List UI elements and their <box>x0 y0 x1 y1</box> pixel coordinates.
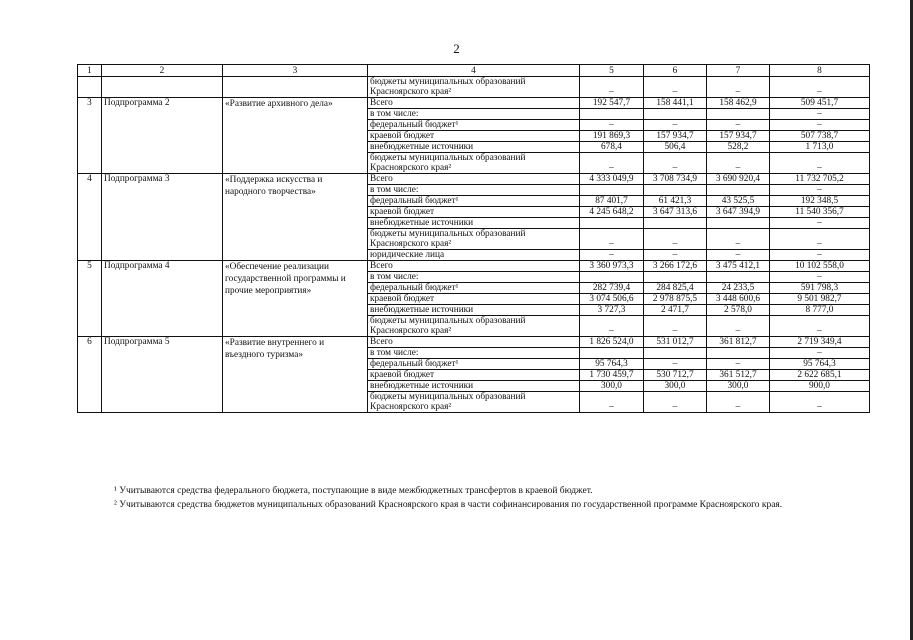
value-cell: – <box>644 250 707 261</box>
value-cell: – <box>580 153 644 174</box>
page-number: 2 <box>453 41 460 56</box>
value-cell: 3 266 172,6 <box>644 261 707 272</box>
value-cell: – <box>644 229 707 250</box>
value-cell: – <box>770 109 870 120</box>
value-cell: – <box>580 316 644 337</box>
value-cell: 2 978 875,5 <box>644 294 707 305</box>
value-cell: – <box>770 348 870 359</box>
value-cell: 361 812,7 <box>707 337 770 348</box>
program-name-cell: Подпрограмма 3 <box>102 174 223 261</box>
column-number-header: 3 <box>223 65 368 77</box>
program-title-cell: «Обеспечение реализации государственной программы и прочие мероприятия» <box>223 261 368 337</box>
value-cell: 3 647 394,9 <box>707 207 770 218</box>
table-header-row <box>78 65 870 77</box>
source-label-cell: внебюджетные источники <box>368 142 580 153</box>
source-label-cell: краевой бюджет <box>368 294 580 305</box>
footnote-1: ¹ Учитываются средства федерального бюджета, поступающие в виде межбюджетных трансфертов в краевой бюджет. <box>114 486 593 496</box>
value-cell: 43 525,5 <box>707 196 770 207</box>
value-cell: – <box>707 392 770 413</box>
value-cell: 3 475 412,1 <box>707 261 770 272</box>
value-cell: 3 074 506,6 <box>580 294 644 305</box>
row-number-cell <box>78 77 102 98</box>
value-cell <box>707 185 770 196</box>
value-cell: – <box>644 120 707 131</box>
value-cell: 528,2 <box>707 142 770 153</box>
program-name-cell: Подпрограмма 2 <box>102 98 223 174</box>
value-cell: 158 462,9 <box>707 98 770 109</box>
value-cell: 509 451,7 <box>770 98 870 109</box>
source-label-cell: бюджеты муниципальных образований Красноярского края² <box>368 316 580 337</box>
source-label-cell: федеральный бюджет¹ <box>368 120 580 131</box>
source-label-cell: Всего <box>368 174 580 185</box>
source-label-cell: в том числе: <box>368 272 580 283</box>
value-cell: 507 738,7 <box>770 131 870 142</box>
value-cell: 191 869,3 <box>580 131 644 142</box>
value-cell: 2 578,0 <box>707 305 770 316</box>
value-cell <box>580 348 644 359</box>
source-label-cell: бюджеты муниципальных образований Красноярского края² <box>368 153 580 174</box>
value-cell: 678,4 <box>580 142 644 153</box>
value-cell: 158 441,1 <box>644 98 707 109</box>
value-cell: – <box>770 77 870 98</box>
program-title-cell: «Развитие архивного дела» <box>223 98 368 174</box>
table-row <box>78 98 870 109</box>
table-row <box>78 261 870 272</box>
source-label-cell: Всего <box>368 261 580 272</box>
value-cell: – <box>707 120 770 131</box>
program-title-cell: «Развитие внутреннего и въездного туризма» <box>223 337 368 413</box>
column-number-header: 4 <box>368 65 580 77</box>
value-cell: 506,4 <box>644 142 707 153</box>
value-cell: – <box>644 153 707 174</box>
row-number-cell: 4 <box>78 174 102 261</box>
value-cell: – <box>770 316 870 337</box>
value-cell: 95 764,3 <box>580 359 644 370</box>
value-cell: 11 540 356,7 <box>770 207 870 218</box>
value-cell: 300,0 <box>707 381 770 392</box>
row-number-cell: 6 <box>78 337 102 413</box>
value-cell: – <box>707 153 770 174</box>
value-cell <box>707 218 770 229</box>
value-cell: – <box>770 153 870 174</box>
source-label-cell: федеральный бюджет¹ <box>368 359 580 370</box>
value-cell: 3 708 734,9 <box>644 174 707 185</box>
program-title-cell <box>223 77 368 98</box>
value-cell: – <box>644 359 707 370</box>
value-cell <box>644 272 707 283</box>
footnotes <box>100 484 870 512</box>
source-label-cell: внебюджетные источники <box>368 305 580 316</box>
value-cell: – <box>580 229 644 250</box>
value-cell: 9 501 982,7 <box>770 294 870 305</box>
column-number-header: 5 <box>580 65 644 77</box>
source-label-cell: внебюджетные источники <box>368 218 580 229</box>
value-cell: – <box>580 77 644 98</box>
table-row <box>78 337 870 348</box>
value-cell: 300,0 <box>644 381 707 392</box>
source-label-cell: федеральный бюджет¹ <box>368 283 580 294</box>
value-cell: – <box>644 77 707 98</box>
value-cell: 4 245 648,2 <box>580 207 644 218</box>
source-label-cell: бюджеты муниципальных образований Красноярского края² <box>368 229 580 250</box>
value-cell <box>580 272 644 283</box>
source-label-cell: бюджеты муниципальных образований Красноярского края² <box>368 77 580 98</box>
value-cell: 87 401,7 <box>580 196 644 207</box>
value-cell <box>707 348 770 359</box>
value-cell: 3 690 920,4 <box>707 174 770 185</box>
value-cell: 192 547,7 <box>580 98 644 109</box>
source-label-cell: Всего <box>368 98 580 109</box>
value-cell: 10 102 558,0 <box>770 261 870 272</box>
value-cell: 284 825,4 <box>644 283 707 294</box>
value-cell: 531 012,7 <box>644 337 707 348</box>
value-cell: – <box>580 392 644 413</box>
value-cell: – <box>707 359 770 370</box>
program-name-cell: Подпрограмма 5 <box>102 337 223 413</box>
value-cell: – <box>580 120 644 131</box>
value-cell: – <box>770 120 870 131</box>
source-label-cell: Всего <box>368 337 580 348</box>
value-cell: – <box>770 218 870 229</box>
value-cell <box>580 218 644 229</box>
source-label-cell: в том числе: <box>368 348 580 359</box>
value-cell: 3 727,3 <box>580 305 644 316</box>
column-number-header: 7 <box>707 65 770 77</box>
value-cell: 157 934,7 <box>644 131 707 142</box>
table-row <box>78 77 870 98</box>
value-cell <box>644 218 707 229</box>
value-cell <box>644 185 707 196</box>
source-label-cell: юридические лица <box>368 250 580 261</box>
value-cell: – <box>707 77 770 98</box>
source-label-cell: бюджеты муниципальных образований Красноярского края² <box>368 392 580 413</box>
value-cell: 591 798,3 <box>770 283 870 294</box>
value-cell: 530 712,7 <box>644 370 707 381</box>
value-cell: 8 777,0 <box>770 305 870 316</box>
value-cell <box>580 109 644 120</box>
value-cell: 157 934,7 <box>707 131 770 142</box>
row-number-cell: 3 <box>78 98 102 174</box>
value-cell: 3 448 600,6 <box>707 294 770 305</box>
column-number-header: 2 <box>102 65 223 77</box>
value-cell: – <box>770 392 870 413</box>
value-cell: 11 732 705,2 <box>770 174 870 185</box>
value-cell: 3 360 973,3 <box>580 261 644 272</box>
value-cell: 2 719 349,4 <box>770 337 870 348</box>
value-cell: 24 233,5 <box>707 283 770 294</box>
value-cell: – <box>707 316 770 337</box>
value-cell: 61 421,3 <box>644 196 707 207</box>
value-cell: 2 471,7 <box>644 305 707 316</box>
value-cell: 1 826 524,0 <box>580 337 644 348</box>
value-cell: 900,0 <box>770 381 870 392</box>
value-cell <box>707 109 770 120</box>
value-cell: 1 730 459,7 <box>580 370 644 381</box>
value-cell: 282 739,4 <box>580 283 644 294</box>
footnote-2: ² Учитываются средства бюджетов муниципальных образований Красноярского края в части софинансирования по государственной программе Красноярского края. <box>114 500 783 510</box>
value-cell: 4 333 049,9 <box>580 174 644 185</box>
value-cell: – <box>707 250 770 261</box>
row-number-cell: 5 <box>78 261 102 337</box>
source-label-cell: в том числе: <box>368 185 580 196</box>
source-label-cell: в том числе: <box>368 109 580 120</box>
column-number-header: 1 <box>78 65 102 77</box>
value-cell: 1 713,0 <box>770 142 870 153</box>
value-cell: – <box>580 250 644 261</box>
program-name-cell <box>102 77 223 98</box>
source-label-cell: краевой бюджет <box>368 370 580 381</box>
value-cell: – <box>770 229 870 250</box>
value-cell: – <box>770 272 870 283</box>
value-cell: 95 764,3 <box>770 359 870 370</box>
value-cell: – <box>770 250 870 261</box>
value-cell: 300,0 <box>580 381 644 392</box>
value-cell <box>644 109 707 120</box>
value-cell: 2 622 685,1 <box>770 370 870 381</box>
column-number-header: 8 <box>770 65 870 77</box>
table-row <box>78 174 870 185</box>
value-cell: 361 512,7 <box>707 370 770 381</box>
value-cell: – <box>707 229 770 250</box>
source-label-cell: федеральный бюджет¹ <box>368 196 580 207</box>
program-title-cell: «Поддержка искусства и народного творчества» <box>223 174 368 261</box>
value-cell <box>580 185 644 196</box>
value-cell: 3 647 313,6 <box>644 207 707 218</box>
source-label-cell: внебюджетные источники <box>368 381 580 392</box>
value-cell: – <box>644 316 707 337</box>
value-cell <box>707 272 770 283</box>
column-number-header: 6 <box>644 65 707 77</box>
value-cell: – <box>770 185 870 196</box>
value-cell: 192 348,5 <box>770 196 870 207</box>
source-label-cell: краевой бюджет <box>368 131 580 142</box>
source-label-cell: краевой бюджет <box>368 207 580 218</box>
value-cell <box>644 348 707 359</box>
program-name-cell: Подпрограмма 4 <box>102 261 223 337</box>
value-cell: – <box>644 392 707 413</box>
funding-table <box>77 64 870 413</box>
